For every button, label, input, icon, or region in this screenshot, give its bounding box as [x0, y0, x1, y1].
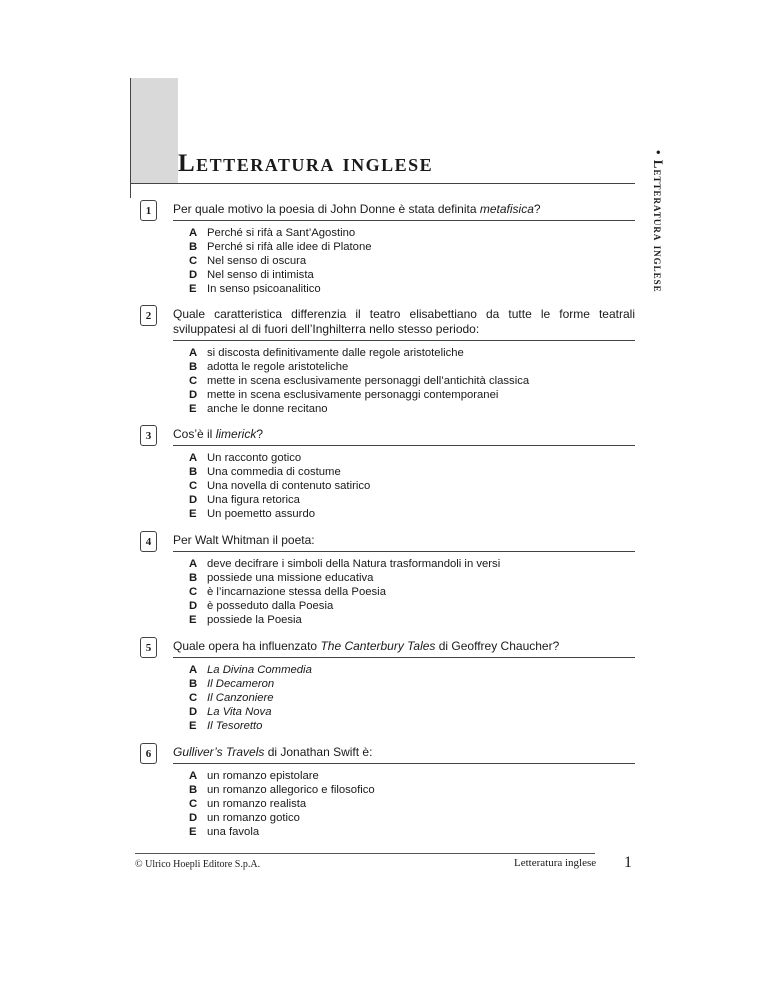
- option-letter: D: [189, 269, 198, 282]
- answer-option: [189, 719, 312, 733]
- answer-option: [189, 507, 370, 521]
- question-text-part: di Geoffrey Chaucher?: [435, 639, 560, 653]
- option-letter: E: [189, 720, 197, 733]
- answer-option: [189, 783, 375, 797]
- question-text-part: Quale caratteristica differenzia il teatro elisabettiano da tutte le forme teatrali sviluppatesi al di fuori dell’Inghilterra nello stesso periodo:: [173, 307, 635, 336]
- option-letter: E: [189, 508, 197, 521]
- option-letter: C: [189, 692, 198, 705]
- question-text-part: ?: [533, 202, 541, 216]
- answer-option: [189, 811, 375, 825]
- question-number: 5: [140, 637, 157, 658]
- options-list: [189, 663, 312, 733]
- option-letter: A: [189, 452, 198, 464]
- option-letter: D: [189, 600, 198, 613]
- answer-option: [189, 599, 500, 613]
- option-text: Perché si rifà a Sant’Agostino: [207, 227, 356, 239]
- footer-section-title: Letteratura inglese: [514, 857, 597, 869]
- answer-option: [189, 451, 370, 465]
- option-letter: A: [189, 558, 198, 570]
- footer-copyright: © Ulrico Hoepli Editore S.p.A.: [135, 859, 261, 870]
- question-text-part: Quale opera ha influenzato: [173, 639, 321, 653]
- option-letter: D: [189, 812, 198, 825]
- options-list: [189, 226, 372, 296]
- answer-option: [189, 493, 370, 507]
- option-text: un romanzo realista: [207, 798, 307, 811]
- answer-option: [189, 557, 500, 571]
- option-text: possiede una missione educativa: [207, 572, 374, 585]
- question-text-part: Per Walt Whitman il poeta:: [173, 533, 315, 547]
- option-text: Il Canzoniere: [207, 692, 274, 705]
- answer-option: [189, 402, 529, 416]
- page-title: Letteratura inglese: [178, 150, 434, 177]
- option-letter: B: [189, 361, 198, 374]
- question-text-part: di Jonathan Swift è:: [264, 745, 373, 759]
- option-letter: D: [189, 706, 198, 719]
- option-text: un romanzo epistolare: [207, 770, 319, 782]
- answer-option: [189, 254, 372, 268]
- answer-option: [189, 705, 312, 719]
- answer-option: [189, 268, 372, 282]
- question-text-italic: The Canterbury Tales: [320, 639, 436, 653]
- question-text-part: Cos’è il: [173, 427, 216, 441]
- question-text-italic: limerick: [215, 427, 257, 441]
- option-letter: C: [189, 798, 198, 811]
- option-text: si discosta definitivamente dalle regole aristoteliche: [207, 347, 464, 359]
- option-text: possiede la Poesia: [207, 614, 302, 627]
- option-text: deve decifrare i simboli della Natura trasformandoli in versi: [207, 558, 501, 570]
- option-text: Una figura retorica: [207, 494, 300, 507]
- question-text-part: ?: [256, 427, 264, 441]
- answer-option: [189, 663, 312, 677]
- answer-option: [189, 226, 372, 240]
- option-text: è l’incarnazione stessa della Poesia: [207, 586, 386, 599]
- option-text: La Divina Commedia: [207, 664, 312, 676]
- question-text: [173, 533, 635, 552]
- option-text: Un poemetto assurdo: [207, 508, 316, 521]
- question-number: 4: [140, 531, 157, 552]
- answer-option: [189, 691, 312, 705]
- option-text: La Vita Nova: [207, 706, 272, 719]
- header-decoration: [130, 78, 178, 184]
- answer-option: [189, 769, 375, 783]
- question-number: 3: [140, 425, 157, 446]
- question-text-part: Per quale motivo la poesia di John Donne è stata definita: [173, 202, 480, 216]
- question-text: [173, 639, 635, 658]
- option-text: Nel senso di intimista: [207, 269, 314, 282]
- option-text: è posseduto dalla Poesia: [207, 600, 334, 613]
- answer-option: [189, 677, 312, 691]
- option-letter: C: [189, 375, 198, 388]
- question-text: [173, 427, 635, 446]
- option-letter: E: [189, 826, 197, 839]
- answer-option: [189, 346, 529, 360]
- options-list: [189, 769, 375, 839]
- option-text: Perché si rifà alle idee di Platone: [207, 241, 372, 254]
- option-letter: D: [189, 389, 198, 402]
- option-text: Una novella di contenuto satirico: [207, 480, 371, 493]
- option-letter: C: [189, 255, 198, 268]
- page-number: 1: [624, 854, 632, 871]
- option-text: Nel senso di oscura: [207, 255, 307, 268]
- footer-rule: [135, 853, 595, 854]
- answer-option: [189, 479, 370, 493]
- option-letter: E: [189, 283, 197, 296]
- option-text: un romanzo allegorico e filosofico: [207, 784, 375, 797]
- answer-option: [189, 240, 372, 254]
- option-text: un romanzo gotico: [207, 812, 300, 825]
- option-letter: E: [189, 403, 197, 416]
- option-letter: B: [189, 241, 198, 254]
- answer-option: [189, 360, 529, 374]
- option-letter: C: [189, 586, 198, 599]
- header-vertical-rule: [130, 78, 131, 198]
- answer-option: [189, 613, 500, 627]
- options-list: [189, 451, 370, 521]
- option-text: mette in scena esclusivamente personaggi contemporanei: [207, 389, 499, 402]
- question-text: [173, 307, 635, 341]
- option-letter: A: [189, 664, 198, 676]
- option-text: una favola: [207, 826, 260, 839]
- title-rule: [130, 183, 635, 184]
- option-text: Una commedia di costume: [207, 466, 341, 479]
- answer-option: [189, 571, 500, 585]
- option-letter: B: [189, 678, 198, 691]
- option-letter: B: [189, 784, 198, 797]
- question-text-italic: Gulliver’s Travels: [173, 745, 265, 759]
- answer-option: [189, 825, 375, 839]
- side-running-title: • Letteratura inglese: [651, 150, 666, 293]
- option-letter: C: [189, 480, 198, 493]
- option-letter: A: [189, 347, 198, 359]
- options-list: [189, 346, 529, 416]
- options-list: [189, 557, 500, 627]
- answer-option: [189, 797, 375, 811]
- option-text: adotta le regole aristoteliche: [207, 361, 349, 374]
- option-text: Il Tesoretto: [207, 720, 263, 733]
- question-number: 1: [140, 200, 157, 221]
- option-letter: B: [189, 466, 198, 479]
- answer-option: [189, 465, 370, 479]
- question-number: 2: [140, 305, 157, 326]
- option-letter: B: [189, 572, 198, 585]
- option-text: In senso psicoanalitico: [207, 283, 321, 296]
- question-text-italic: metafisica: [479, 202, 534, 216]
- question-text: [173, 202, 635, 221]
- option-text: Il Decameron: [207, 678, 275, 691]
- question-text: [173, 745, 635, 764]
- option-letter: E: [189, 614, 197, 627]
- option-text: mette in scena esclusivamente personaggi dell’antichità classica: [207, 375, 530, 388]
- answer-option: [189, 282, 372, 296]
- question-number: 6: [140, 743, 157, 764]
- answer-option: [189, 374, 529, 388]
- option-text: anche le donne recitano: [207, 403, 328, 416]
- answer-option: [189, 585, 500, 599]
- answer-option: [189, 388, 529, 402]
- option-letter: A: [189, 770, 198, 782]
- option-letter: A: [189, 227, 198, 239]
- option-letter: D: [189, 494, 198, 507]
- option-text: Un racconto gotico: [207, 452, 302, 464]
